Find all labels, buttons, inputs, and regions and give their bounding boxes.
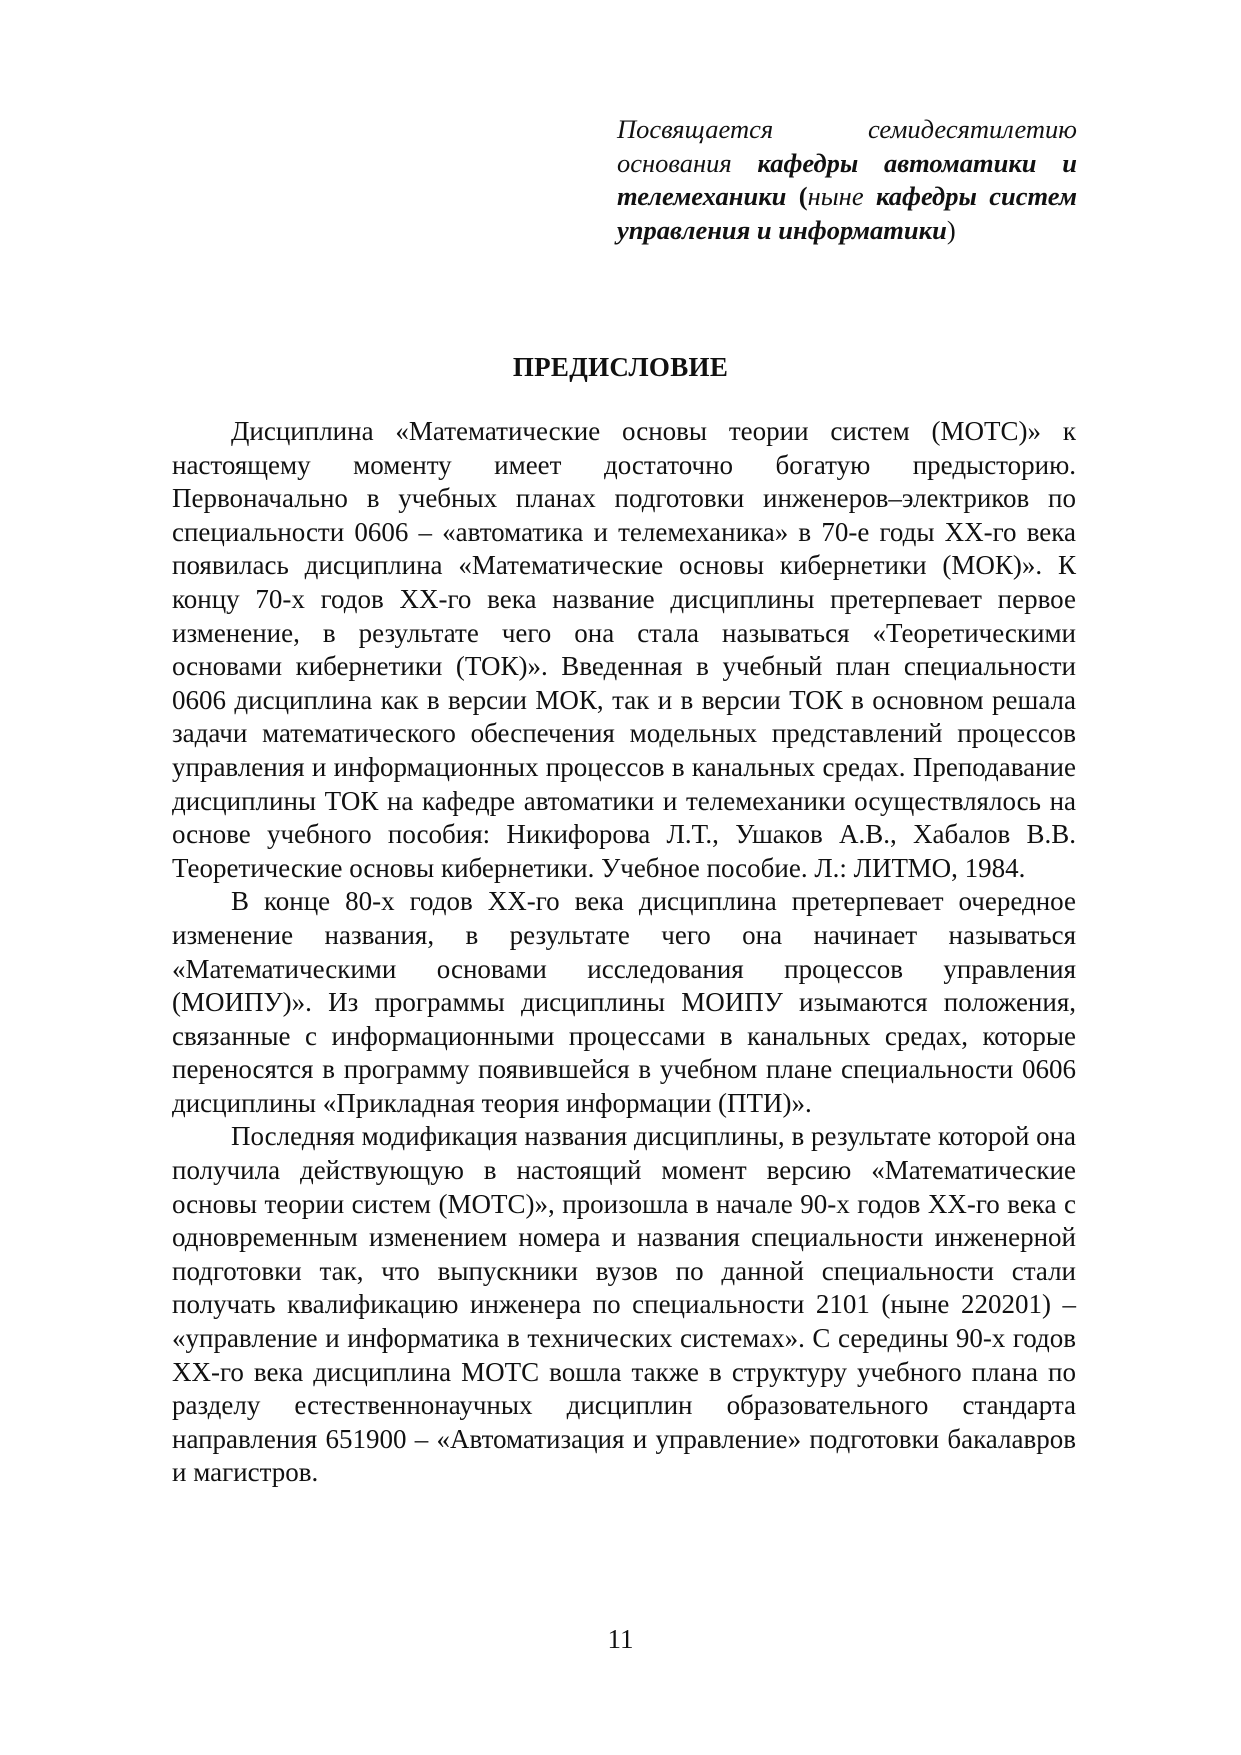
dedication-paren-close: ) bbox=[946, 214, 956, 245]
dedication-department-old: кафедры автоматики и телемеханики bbox=[617, 147, 1077, 211]
dedication-now-word: ныне bbox=[807, 181, 864, 211]
dedication-paren-open: ( bbox=[786, 181, 808, 211]
paragraph: В конце 80-х годов ХХ-го века дисциплина претерпевает очередное изменение названия, в результате чего она начинает называться «Математическими основами исследования процессов управления (МОИПУ)». Из программы дисциплины МОИПУ изымаются положения, связанные с информационными процессами в канальных средах, которые переносятся в программу появившейся в учебном плане специальности 0606 дисциплины «Прикладная теория информации (ПТИ)». bbox=[172, 886, 1076, 1118]
page-number: 11 bbox=[607, 1624, 634, 1654]
paragraph: Дисциплина «Математические основы теории систем (МОТС)» к настоящему моменту имеет достаточно богатую предысторию. Первоначально в учебных планах подготовки инженеров–электриков по специальности 0606 – «автоматика и телемеханика» в 70-е годы ХХ-го века появилась дисциплина «Математические основы кибернетики (МОК)». К концу 70-х годов ХХ-го века название дисциплины претерпевает первое изменение, в результате чего она стала называться «Теоретическими основами кибернетики (ТОК)». Введенная в учебный план специальности 0606 дисциплина как в версии МОК, так и в версии ТОК в основном решала задачи математического обеспечения модельных представлений процессов управления и информационных процессов в канальных средах. Преподавание дисциплины ТОК на кафедре автоматики и телемеханики осуществлялось на основе учебного пособия: Никифорова Л.Т., Ушаков А.В., Хабалов В.В. Теоретические основы кибернетики. Учебное пособие. Л.: ЛИТМО, 1984. bbox=[172, 416, 1076, 883]
section-heading: ПРЕДИСЛОВИЕ bbox=[512, 352, 729, 382]
dedication-text-1: Посвящается семидесятилетию основания bbox=[617, 114, 1077, 178]
body-text bbox=[172, 415, 1076, 1490]
dedication-epigraph bbox=[617, 113, 1077, 247]
dedication-space bbox=[864, 181, 876, 211]
dedication-department-new: кафедры систем управления и информатики bbox=[617, 181, 1077, 245]
paragraph: Последняя модификация названия дисциплины, в результате которой она получила действующую в настоящий момент версию «Математические основы теории систем (МОТС)», произошла в начале 90-х годов ХХ-го века с одновременным изменением номера и названия специальности инженерной подготовки так, что выпускники вузов по данной специальности стали получать квалификацию инженера по специальности 2101 (ныне 220201) – «управление и информатика в технических системах». С середины 90-х годов ХХ-го века дисциплина МОТС вошла также в структуру учебного плана по разделу естественнонаучных дисциплин образовательного стандарта направления 651900 – «Автоматизация и управление» подготовки бакалавров и магистров. bbox=[172, 1121, 1076, 1488]
